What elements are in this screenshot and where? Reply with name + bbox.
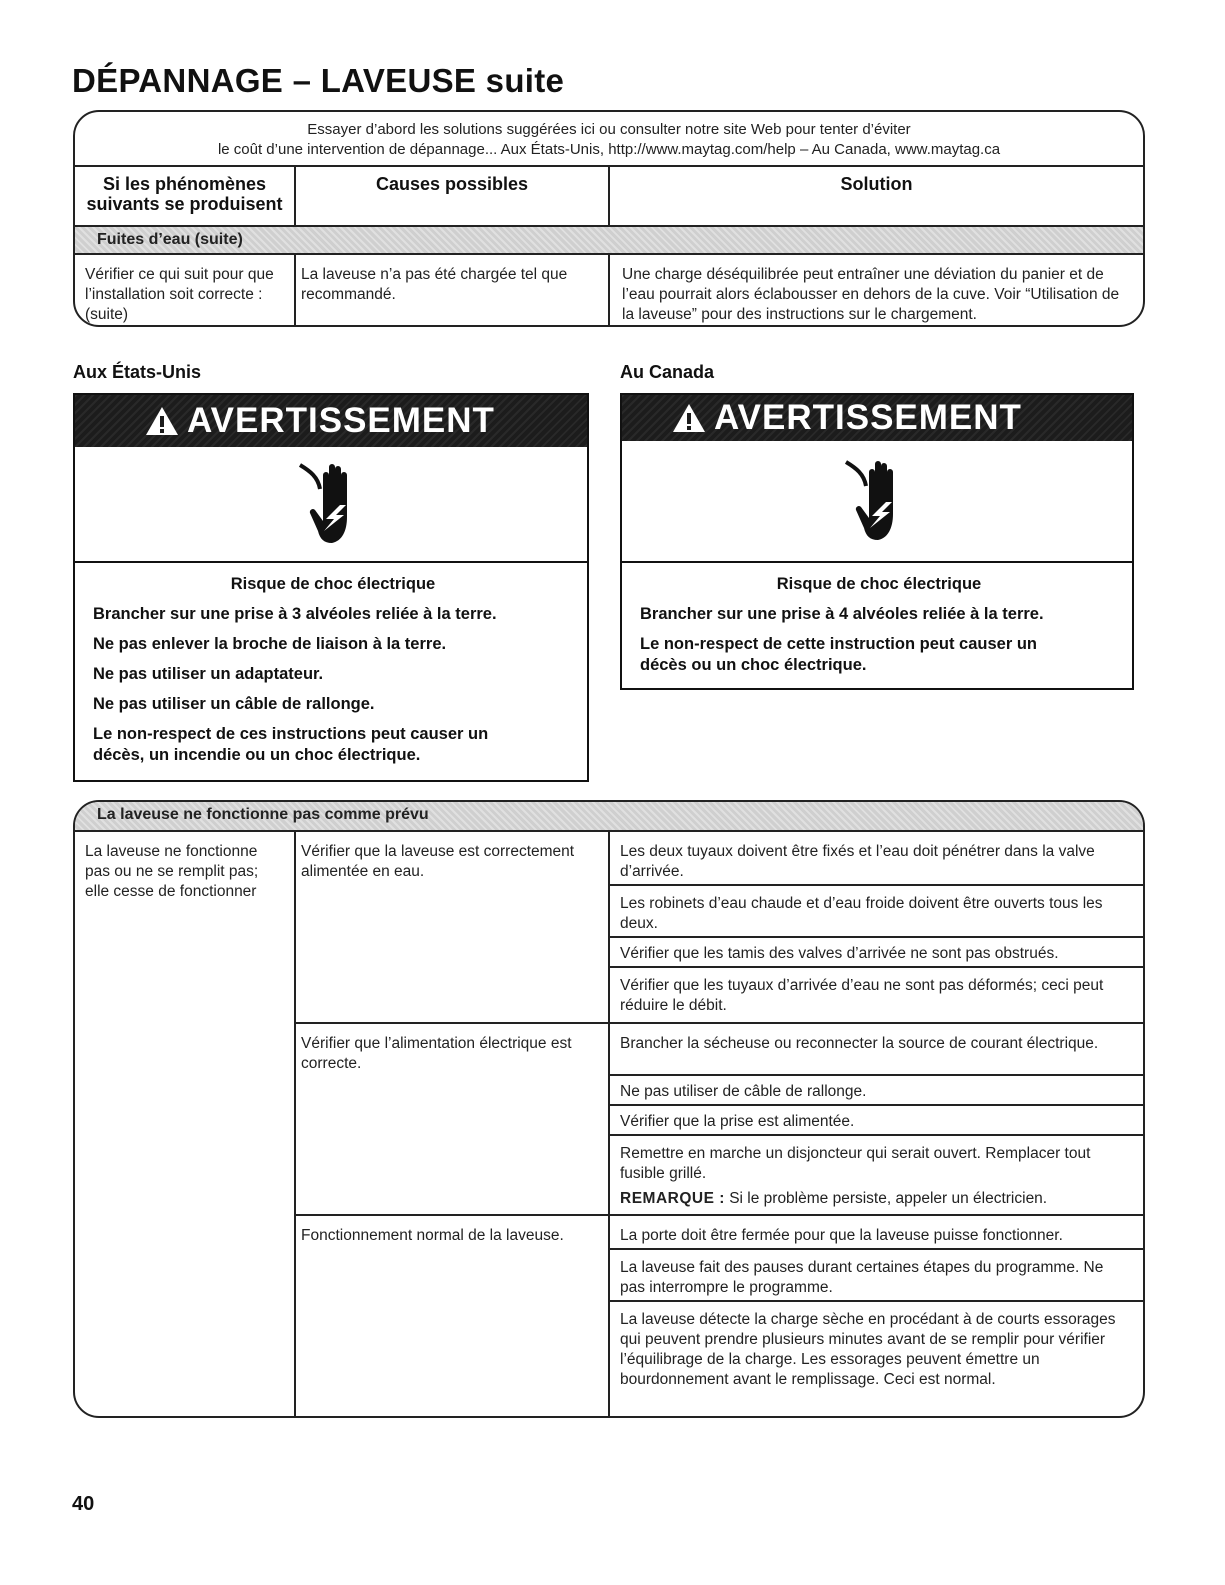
warning-header-us: AVERTISSEMENT (75, 395, 587, 447)
warning-line: Brancher sur une prise à 4 alvéoles reliée à la terre. (640, 605, 1044, 623)
solution-separator (608, 1300, 1143, 1302)
col-divider-2 (608, 832, 610, 1418)
cause-loading: La laveuse n’a pas été chargée tel que recommandé. (301, 266, 568, 303)
cause-water-supply: Vérifier que la laveuse est correctement alimentée en eau. (301, 843, 575, 880)
troubleshooting-table-bottom (73, 800, 1145, 1418)
solution-separator (608, 1074, 1143, 1076)
electric-shock-pictogram-canada (622, 441, 1132, 563)
electric-shock-hand-icon (296, 461, 366, 547)
cause-separator (294, 1022, 1143, 1024)
note-label: REMARQUE : (620, 1190, 725, 1207)
solution-separator (608, 1134, 1143, 1136)
solution-separator (608, 884, 1143, 886)
warning-title-canada: Risque de choc électrique (776, 575, 982, 593)
header-symptoms: Si les phénomènes suivants se produisent (86, 174, 283, 214)
solution-item: Les deux tuyaux doivent être fixés et l’eau doit pénétrer dans la valve d’arrivée. (620, 843, 1095, 880)
warning-box-us (73, 393, 589, 782)
cause-separator (294, 1214, 1143, 1216)
header-solution: Solution (840, 174, 913, 194)
note-text: Si le problème persiste, appeler un électricien. (724, 1190, 1048, 1207)
page-number: 40 (72, 1493, 95, 1515)
symptom-installation: Vérifier ce qui suit pour que l’installation soit correcte : (suite) (85, 266, 274, 323)
section-bar-not-operating: La laveuse ne fonctionne pas comme prévu (75, 800, 1143, 832)
solution-item: Vérifier que les tamis des valves d’arrivée ne sont pas obstrués. (620, 945, 1059, 962)
warning-text-us (93, 575, 573, 775)
row-divider-2 (608, 255, 610, 327)
solution-breaker-text: Remettre en marche un disjoncteur qui serait ouvert. Remplacer tout fusible grillé. (620, 1145, 1091, 1182)
warning-title-us: Risque de choc électrique (230, 575, 436, 593)
solution-item: Brancher la sécheuse ou reconnecter la source de courant électrique. (620, 1035, 1099, 1052)
intro-line-1: Essayer d’abord les solutions suggérées ici ou consulter notre site Web pour tenter d’éviter (307, 121, 911, 138)
warning-triangle-icon (145, 406, 179, 436)
warning-line: Le non-respect de ces instructions peut causer un décès, un incendie ou un choc électrique. (93, 725, 489, 764)
region-label-canada: Au Canada (620, 362, 715, 382)
cause-power-supply: Vérifier que l’alimentation électrique est correcte. (301, 1035, 572, 1072)
solution-item: La laveuse fait des pauses durant certaines étapes du programme. Ne pas interrompre le programme. (620, 1259, 1104, 1296)
troubleshooting-table-top (73, 110, 1145, 327)
warning-header-canada: AVERTISSEMENT (622, 395, 1132, 441)
header-causes: Causes possibles (375, 174, 529, 194)
section-bar-water-leaks: Fuites d’eau (suite) (75, 225, 1143, 255)
warning-line: Brancher sur une prise à 3 alvéoles reliée à la terre. (93, 605, 497, 623)
cause-normal-operation: Fonctionnement normal de la laveuse. (301, 1227, 564, 1244)
col-divider-1 (294, 832, 296, 1418)
solution-item: Vérifier que la prise est alimentée. (620, 1113, 855, 1130)
warning-line: Ne pas utiliser un adaptateur. (93, 665, 324, 683)
solution-separator (608, 1248, 1143, 1250)
warning-line: Ne pas enlever la broche de liaison à la terre. (93, 635, 447, 653)
solution-item: Ne pas utiliser de câble de rallonge. (620, 1083, 867, 1100)
solution-item: La laveuse détecte la charge sèche en procédant à de courts essorages qui peuvent prendre plusieurs minutes avant de se remplir pour vérifier l’équilibrage de la charge. Les essorages peuvent émettre un bourdonnement avant le remplissage. Ceci est normal. (620, 1311, 1116, 1388)
warning-text-canada (640, 575, 1118, 685)
solution-separator (608, 936, 1143, 938)
electric-shock-pictogram-us (75, 447, 587, 563)
electric-shock-hand-icon (842, 458, 912, 544)
warning-line: Ne pas utiliser un câble de rallonge. (93, 695, 375, 713)
warning-line: Le non-respect de cette instruction peut causer un décès ou un choc électrique. (640, 635, 1037, 674)
solution-separator (608, 966, 1143, 968)
region-label-us: Aux États-Unis (73, 362, 202, 382)
solution-separator (608, 1104, 1143, 1106)
warning-box-canada (620, 393, 1134, 690)
intro-line-2: le coût d’une intervention de dépannage... Aux États-Unis, http://www.maytag.com/help – Au Canada, www.maytag.ca (217, 141, 1001, 158)
solution-item: Les robinets d’eau chaude et d’eau froide doivent être ouverts tous les deux. (620, 895, 1103, 932)
symptom-not-operating: La laveuse ne fonctionne pas ou ne se remplit pas; elle cesse de fonctionner (85, 843, 259, 900)
intro-text (75, 120, 1143, 160)
solution-item: La porte doit être fermée pour que la laveuse puisse fonctionner. (620, 1227, 1063, 1244)
solution-item: Vérifier que les tuyaux d’arrivée d’eau ne sont pas déformés; ceci peut réduire le débit. (620, 977, 1104, 1014)
page-title: DÉPANNAGE – LAVEUSE suite (72, 62, 565, 99)
solution-note (620, 1189, 1129, 1209)
row-divider-1 (294, 255, 296, 327)
warning-triangle-icon (672, 403, 706, 433)
solution-unbalanced-load: Une charge déséquilibrée peut entraîner une déviation du panier et de l’eau pourrait alors éclabousser en dehors de la cuve. Voir “Utilisation de la laveuse” pour des instructions sur le chargement. (622, 266, 1120, 323)
solution-item (620, 1144, 1129, 1209)
